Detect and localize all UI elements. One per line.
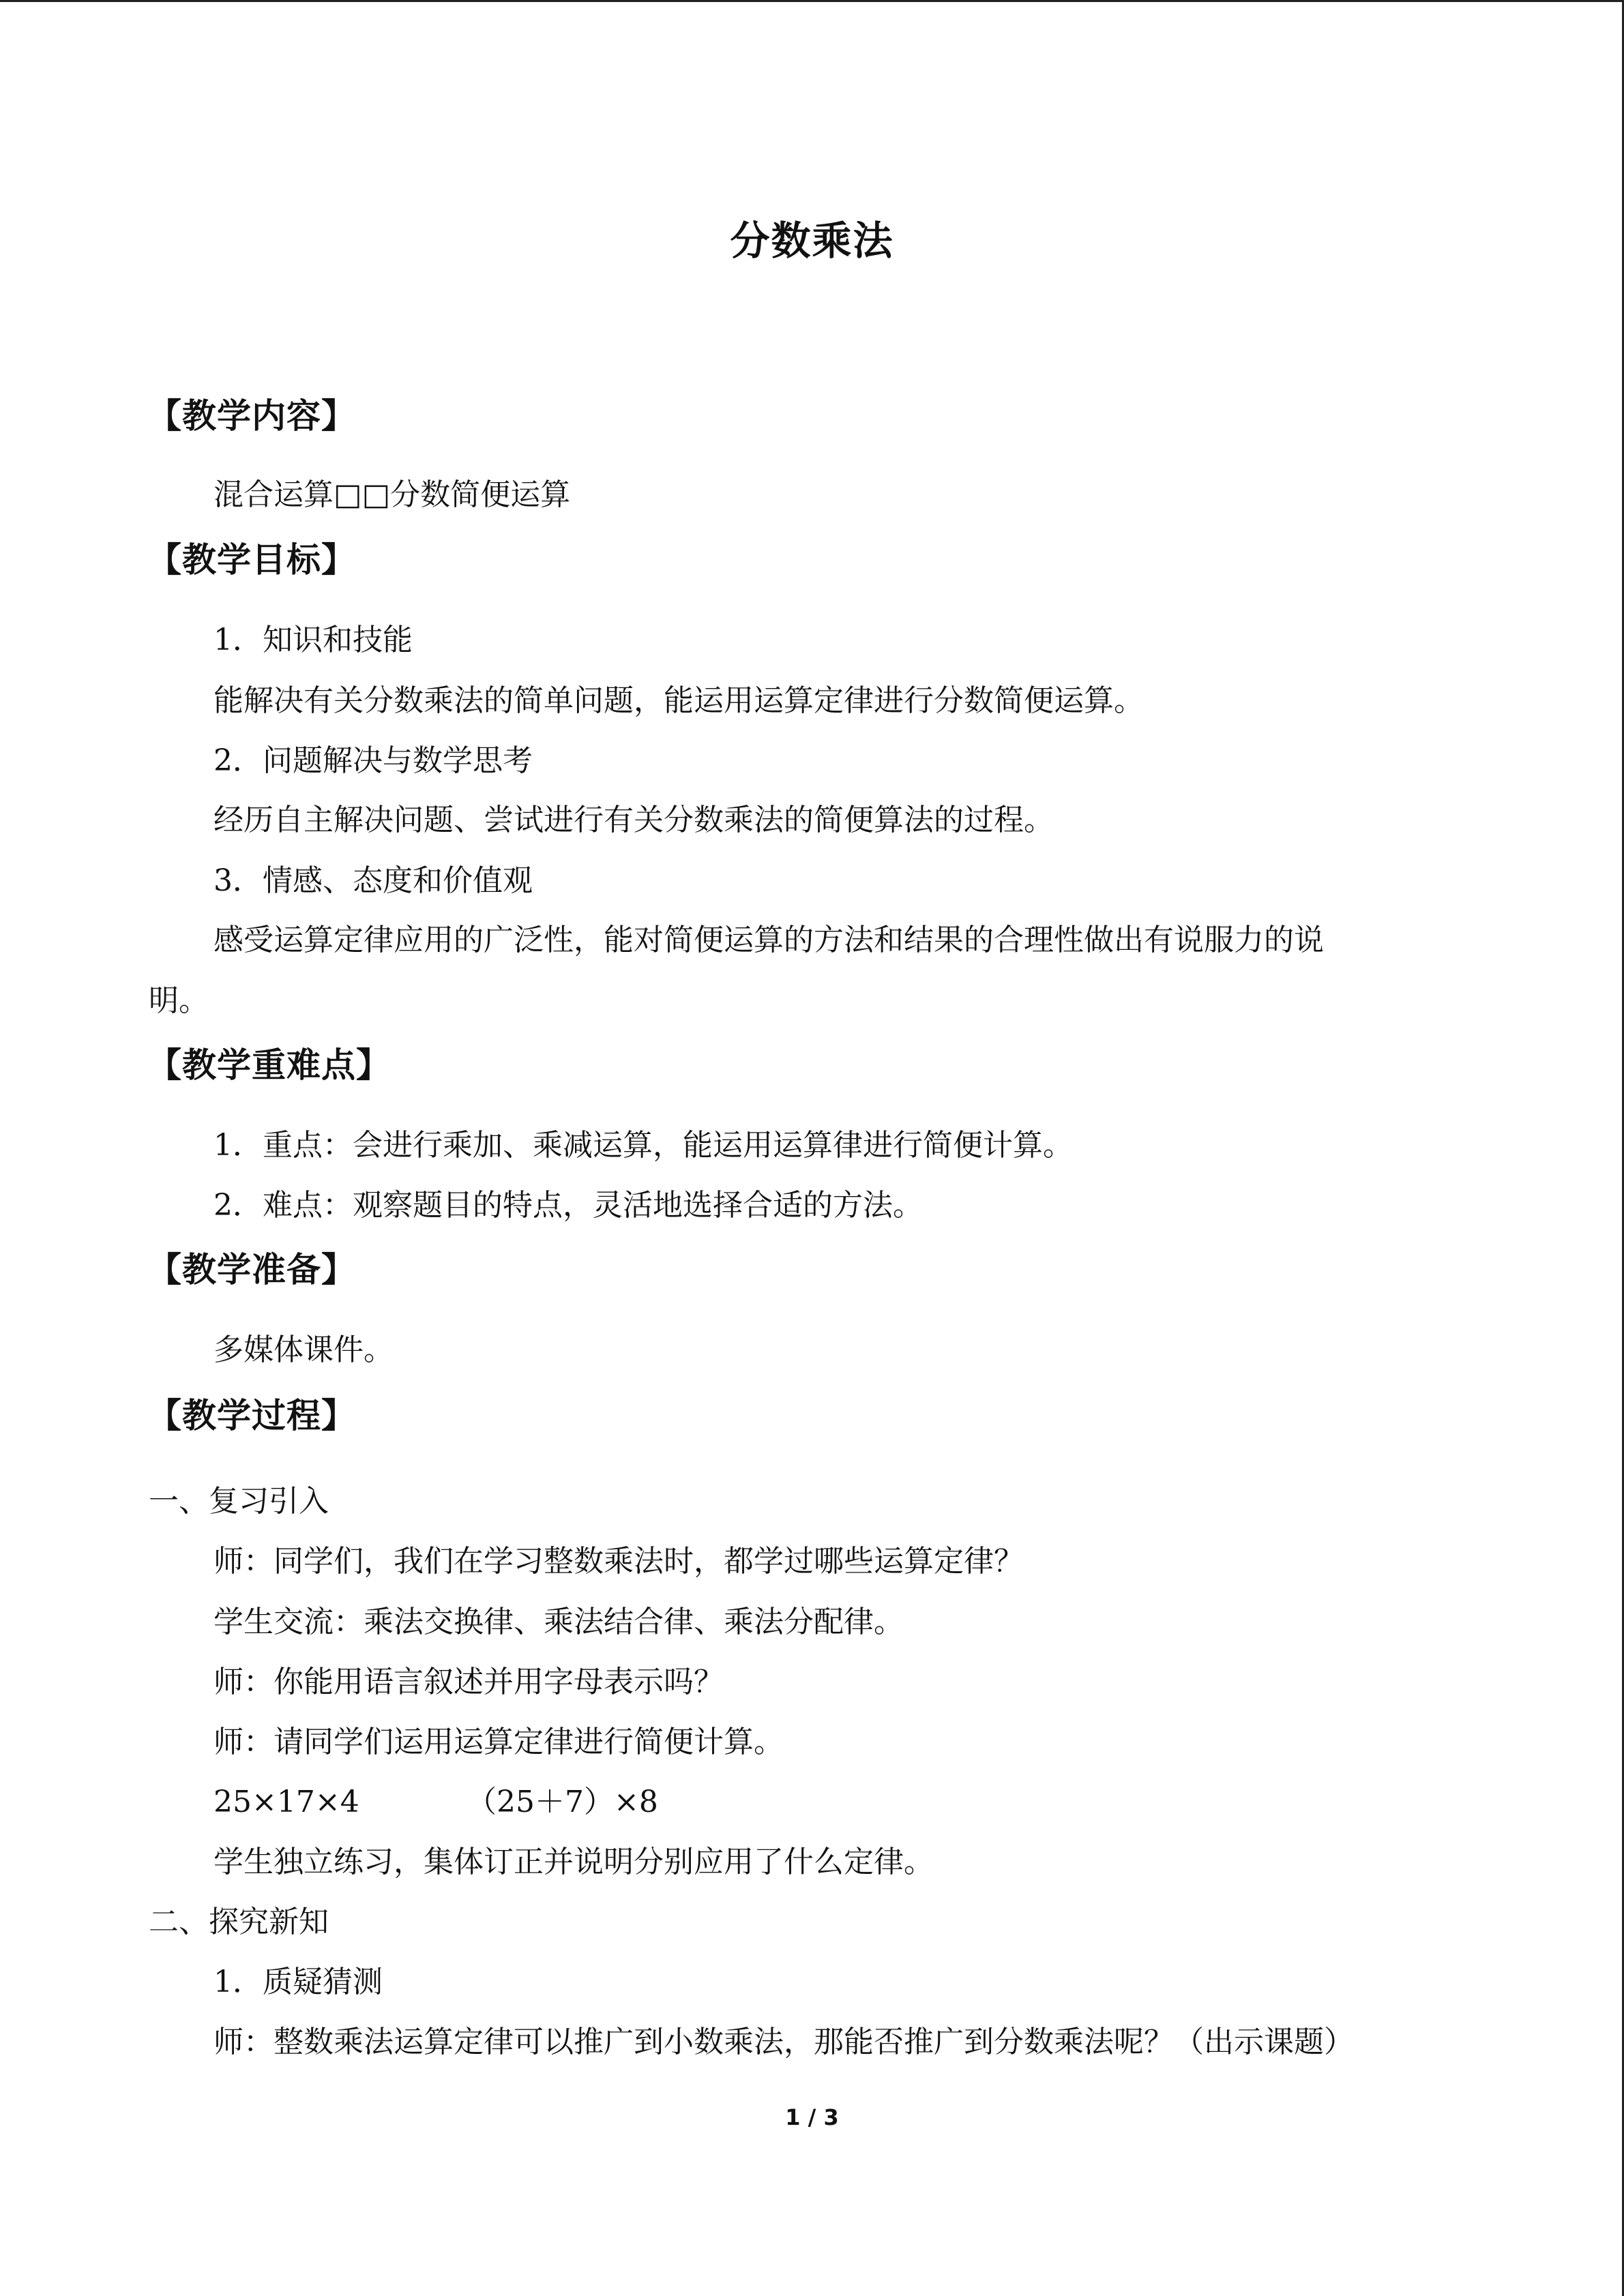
process-part2-title: 二、探究新知 xyxy=(149,1905,329,1939)
objective-2-title: 2．问题解决与数学思考 xyxy=(213,743,533,778)
key-point-1: 1．重点：会进行乘加、乘减运算，能运用运算律进行简便计算。 xyxy=(213,1128,1073,1163)
preparation-text: 多媒体课件。 xyxy=(213,1332,394,1367)
heading-teaching-objectives: 【教学目标】 xyxy=(147,540,356,580)
process-line-4: 师：请同学们运用运算定律进行简便计算。 xyxy=(213,1725,784,1759)
process-line-5: 学生独立练习，集体订正并说明分别应用了什么定律。 xyxy=(213,1845,934,1879)
process-line-1: 师：同学们，我们在学习整数乘法时，都学过哪些运算定律？ xyxy=(213,1544,1024,1579)
objective-3-text-line1: 感受运算定律应用的广泛性，能对简便运算的方法和结果的合理性做出有说服力的说 xyxy=(213,923,1324,957)
heading-key-points: 【教学重难点】 xyxy=(147,1045,391,1085)
heading-teaching-process: 【教学过程】 xyxy=(147,1396,356,1435)
process-line-6: 师：整数乘法运算定律可以推广到小数乘法，那能否推广到分数乘法呢？（出示课题） xyxy=(213,2025,1354,2059)
process-line-3: 师：你能用语言叙述并用字母表示吗？ xyxy=(213,1665,724,1699)
teaching-content-text: 混合运算□□分数简便运算 xyxy=(213,477,571,512)
objective-1-title: 1．知识和技能 xyxy=(213,623,413,657)
objective-3-text-line2: 明。 xyxy=(149,983,209,1018)
heading-preparation: 【教学准备】 xyxy=(147,1250,356,1289)
process-line-2: 学生交流：乘法交换律、乘法结合律、乘法分配律。 xyxy=(213,1605,904,1639)
document-title: 分数乘法 xyxy=(730,218,894,264)
process-part1-title: 一、复习引入 xyxy=(149,1484,329,1519)
key-point-2: 2．难点：观察题目的特点，灵活地选择合适的方法。 xyxy=(213,1188,923,1223)
expression-2: （25＋7）×8 xyxy=(467,1785,658,1819)
process-sub1-title: 1．质疑猜测 xyxy=(213,1965,383,1999)
heading-teaching-content: 【教学内容】 xyxy=(147,396,356,436)
expression-1: 25×17×4 xyxy=(213,1785,359,1819)
objective-3-title: 3．情感、态度和价值观 xyxy=(213,863,533,898)
objective-1-text: 能解决有关分数乘法的简单问题，能运用运算定律进行分数简便运算。 xyxy=(213,683,1144,718)
page-number: 1 / 3 xyxy=(785,2104,839,2130)
objective-2-text: 经历自主解决问题、尝试进行有关分数乘法的简便算法的过程。 xyxy=(213,803,1054,837)
